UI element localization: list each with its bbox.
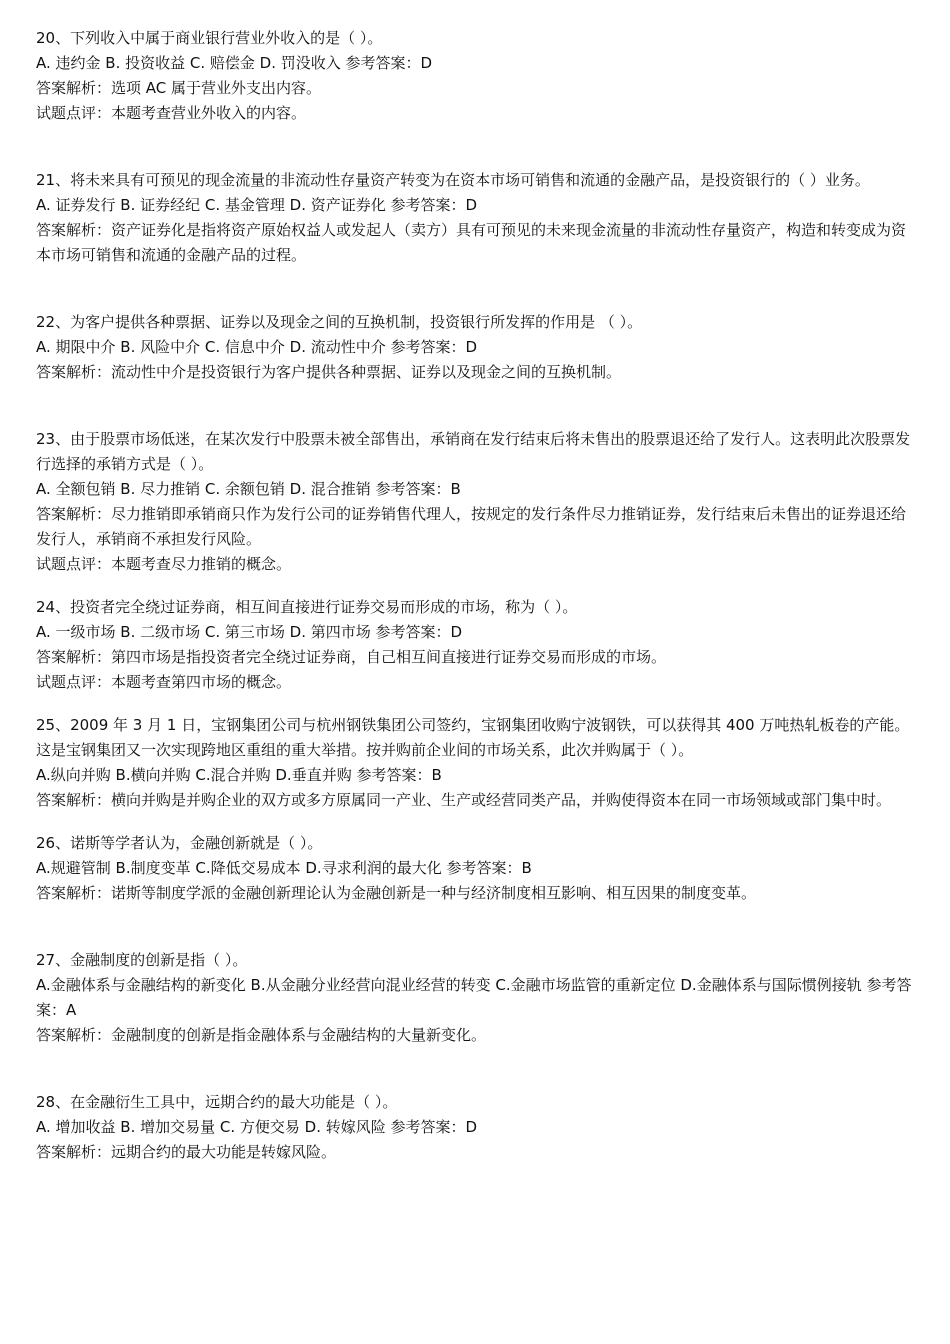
question-options: A.纵向并购 B.横向并购 C.混合并购 D.垂直并购 参考答案：B — [36, 766, 442, 784]
question-comment: 试题点评：本题考查尽力推销的概念。 — [36, 555, 292, 573]
question-23 — [36, 427, 914, 577]
question-stem: 25、2009 年 3 月 1 日，宝钢集团公司与杭州钢铁集团公司签约，宝钢集团收购宁波钢铁，可以获得其 400 万吨热轧板卷的产能。这是宝钢集团又一次实现跨地区重组的重大举措。按并购前企业间的市场关系，此次并购属于（ ）。 — [36, 716, 910, 759]
answer-analysis: 答案解析：流动性中介是投资银行为客户提供各种票据、证券以及现金之间的互换机制。 — [36, 363, 622, 381]
question-comment: 试题点评：本题考查第四市场的概念。 — [36, 673, 292, 691]
spacer — [36, 126, 914, 168]
answer-analysis: 答案解析：资产证券化是指将资产原始权益人或发起人（卖方）具有可预见的未来现金流量的非流动性存量资产，构造和转变成为资本市场可销售和流通的金融产品的过程。 — [36, 221, 907, 264]
question-stem: 21、将未来具有可预见的现金流量的非流动性存量资产转变为在资本市场可销售和流通的金融产品，是投资银行的（ ）业务。 — [36, 171, 870, 189]
question-25 — [36, 713, 914, 813]
spacer — [36, 385, 914, 427]
question-options: A. 全额包销 B. 尽力推销 C. 余额包销 D. 混合推销 参考答案：B — [36, 480, 461, 498]
question-stem: 27、金融制度的创新是指（ ）。 — [36, 951, 248, 969]
spacer — [36, 1048, 914, 1090]
answer-analysis: 答案解析：诺斯等制度学派的金融创新理论认为金融创新是一种与经济制度相互影响、相互因果的制度变革。 — [36, 884, 757, 902]
answer-analysis: 答案解析：第四市场是指投资者完全绕过证券商，自己相互间直接进行证券交易而形成的市场。 — [36, 648, 667, 666]
spacer — [36, 906, 914, 948]
question-comment: 试题点评：本题考查营业外收入的内容。 — [36, 104, 307, 122]
answer-analysis: 答案解析：横向并购是并购企业的双方或多方原属同一产业、生产或经营同类产品，并购使得资本在同一市场领域或部门集中时。 — [36, 791, 892, 809]
question-stem: 22、为客户提供各种票据、证券以及现金之间的互换机制，投资银行所发挥的作用是 （ ）。 — [36, 313, 643, 331]
question-20 — [36, 26, 914, 126]
question-26 — [36, 831, 914, 906]
question-stem: 20、下列收入中属于商业银行营业外收入的是（ ）。 — [36, 29, 383, 47]
question-stem: 28、在金融衍生工具中，远期合约的最大功能是（ ）。 — [36, 1093, 398, 1111]
question-22 — [36, 310, 914, 385]
answer-analysis: 答案解析：远期合约的最大功能是转嫁风险。 — [36, 1143, 337, 1161]
question-options: A. 证券发行 B. 证券经纪 C. 基金管理 D. 资产证券化 参考答案：D — [36, 196, 478, 214]
question-28 — [36, 1090, 914, 1165]
answer-analysis: 答案解析：选项 AC 属于营业外支出内容。 — [36, 79, 322, 97]
question-options: A. 违约金 B. 投资收益 C. 赔偿金 D. 罚没收入 参考答案：D — [36, 54, 433, 72]
question-27 — [36, 948, 914, 1048]
question-stem: 26、诺斯等学者认为，金融创新就是（ ）。 — [36, 834, 323, 852]
question-options: A.金融体系与金融结构的新变化 B.从金融分业经营向混业经营的转变 C.金融市场监管的重新定位 D.金融体系与国际惯例接轨 参考答案：A — [36, 976, 912, 1019]
question-options: A. 增加收益 B. 增加交易量 C. 方便交易 D. 转嫁风险 参考答案：D — [36, 1118, 478, 1136]
question-stem: 24、投资者完全绕过证券商，相互间直接进行证券交易而形成的市场，称为（ ）。 — [36, 598, 578, 616]
document-page — [36, 26, 914, 1165]
question-options: A. 期限中介 B. 风险中介 C. 信息中介 D. 流动性中介 参考答案：D — [36, 338, 478, 356]
question-21 — [36, 168, 914, 268]
spacer — [36, 813, 914, 831]
spacer — [36, 695, 914, 713]
question-stem: 23、由于股票市场低迷，在某次发行中股票未被全部售出，承销商在发行结束后将未售出的股票退还给了发行人。这表明此次股票发行选择的承销方式是（ ）。 — [36, 430, 911, 473]
spacer — [36, 577, 914, 595]
answer-analysis: 答案解析：尽力推销即承销商只作为发行公司的证券销售代理人，按规定的发行条件尽力推销证券，发行结束后未售出的证券退还给发行人，承销商不承担发行风险。 — [36, 505, 907, 548]
question-options: A.规避管制 B.制度变革 C.降低交易成本 D.寻求利润的最大化 参考答案：B — [36, 859, 532, 877]
question-options: A. 一级市场 B. 二级市场 C. 第三市场 D. 第四市场 参考答案：D — [36, 623, 463, 641]
spacer — [36, 268, 914, 310]
question-24 — [36, 595, 914, 695]
answer-analysis: 答案解析：金融制度的创新是指金融体系与金融结构的大量新变化。 — [36, 1026, 487, 1044]
